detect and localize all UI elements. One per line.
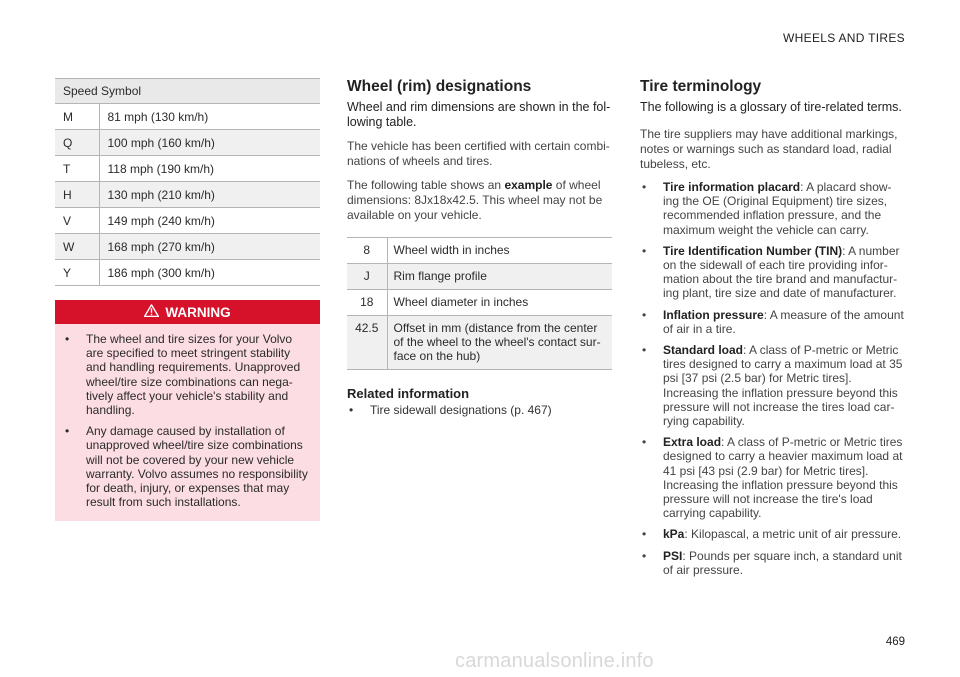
definition: : A number on the sidewall of each tire providing infor-mation about the tire brand and manufactur-ing plant, tire size and date of manufacturer. [663,243,900,301]
section-header: WHEELS AND TIRES [783,31,905,45]
speed-symbol-table [55,78,320,286]
page-number: 469 [885,636,905,648]
list-item [63,424,312,509]
rim-paragraph: The vehicle has been certified with certain combi-nations of wheels and tires. [347,139,610,168]
warning-title: WARNING [165,304,231,320]
bullet: • [642,548,647,563]
speed-symbol: T [55,156,99,182]
term: Standard load [663,343,744,358]
warning-triangle-icon [144,304,165,320]
speed-symbol: H [55,182,99,208]
table-row [347,238,612,264]
bullet: • [642,527,647,542]
speed-symbol: Y [55,260,99,286]
term: kPa [663,527,685,542]
table-row [347,264,612,290]
term: PSI [663,548,683,563]
bullet: • [642,435,647,450]
bullet: • [642,343,647,358]
column-right [640,78,906,584]
rim-code: 42.5 [347,316,387,370]
list-item [640,527,906,541]
rim-desc: Wheel diameter in inches [387,290,612,316]
term: Tire Identification Number (TIN) [663,243,843,258]
warning-header [55,300,320,324]
rim-desc: Offset in mm (distance from the center of the wheel to the wheel's contact sur-face on the hub) [387,316,612,370]
table-row [55,156,320,182]
table-row [55,104,320,130]
list-item [63,332,312,417]
speed-symbol: Q [55,130,99,156]
definition: : Kilopascal, a metric unit of air pressure. [684,527,902,542]
table-row [347,290,612,316]
speed-symbol: M [55,104,99,130]
term: Extra load [663,435,722,450]
speed-symbol: V [55,208,99,234]
related-heading: Related information [347,386,470,401]
term: Inflation pressure [663,307,764,322]
table-row [55,234,320,260]
rim-paragraph-example [347,178,612,223]
rim-code: 18 [347,290,387,316]
rim-code: J [347,264,387,290]
speed-value: 118 mph (190 km/h) [99,156,320,182]
table-row [55,208,320,234]
bullet: • [642,243,647,258]
bullet: • [642,307,647,322]
warning-body [55,324,320,521]
speed-value: 81 mph (130 km/h) [99,104,320,130]
speed-value: 130 mph (210 km/h) [99,182,320,208]
rim-desc: Wheel width in inches [387,238,612,264]
rim-desc: Rim flange profile [387,264,612,290]
rim-designation-table [347,237,612,370]
definition: : A class of P-metric or Metric tires designed to carry a maximum load at 35 psi [37 psi (2.5 bar) for Metric tires]. Increasing the inflation pressure beyond this pressure will not increase the tires load car-rying capability. [663,343,903,429]
bullet: • [65,424,70,439]
terminology-intro: The tire suppliers may have additional markings, notes or warnings such as standard load, radial tubeless, etc. [640,127,898,171]
terminology-heading: Tire terminology [640,78,762,95]
column-middle [347,78,612,417]
speed-table-header: Speed Symbol [55,79,320,104]
term: Tire information placard [663,180,801,194]
table-row [347,316,612,370]
watermark: carmanualsonline.info [455,650,654,672]
definition: : A placard show-ing the OE (Original Equipment) tire sizes, recommended inflation pressure, and the maximum weight the vehicle can carry. [663,180,892,237]
warning-text: Any damage caused by installation of unapproved wheel/tire size combinations will not be covered by your new vehicle warranty. Volvo assumes no responsibility for death, injury, or expenses that may result from such installations. [86,424,308,510]
bullet: • [65,332,70,346]
list-item [640,549,906,577]
definition: : A class of P-metric or Metric tires designed to carry a heavier maximum load at 41 psi [43 psi (2.9 bar) for Metric tires]. Increasing the inflation pressure beyond this pressure will not increase the tire's load carrying capability. [663,435,903,521]
speed-symbol: W [55,234,99,260]
rim-code: 8 [347,238,387,264]
column-left [55,78,320,521]
rim-heading: Wheel (rim) designations [347,78,532,95]
list-item [640,308,906,336]
related-link[interactable] [347,403,612,417]
definition: : A measure of the amount of air in a tire. [663,307,904,336]
bullet: • [349,403,354,417]
table-row [55,182,320,208]
list-item [640,343,906,428]
speed-value: 149 mph (240 km/h) [99,208,320,234]
list-item [640,180,906,237]
table-row [55,260,320,286]
warning-text: The wheel and tire sizes for your Volvo are specified to meet stringent stability and handling requirements. Unapproved wheel/tire size combinations can nega-tively affect your vehicle's stability and handling. [86,332,301,418]
rim-lead: Wheel and rim dimensions are shown in the fol-lowing table. [347,100,611,129]
list-item [640,244,906,301]
list-item [640,435,906,520]
warning-box [55,300,320,521]
speed-value: 186 mph (300 km/h) [99,260,320,286]
speed-value: 100 mph (160 km/h) [99,130,320,156]
emphasis: example [504,178,553,192]
text-span: The following table shows an [347,178,505,192]
definition: : Pounds per square inch, a standard unit of air pressure. [663,548,902,577]
related-link-text[interactable]: Tire sidewall designations (p. 467) [370,403,552,417]
table-row [55,130,320,156]
terminology-lead: The following is a glossary of tire-related terms. [640,100,902,114]
bullet: • [642,180,647,194]
speed-value: 168 mph (270 km/h) [99,234,320,260]
text-span: of wheel dimensions: 8Jx18x42.5. This wheel may not be available on your vehicle. [347,178,603,222]
